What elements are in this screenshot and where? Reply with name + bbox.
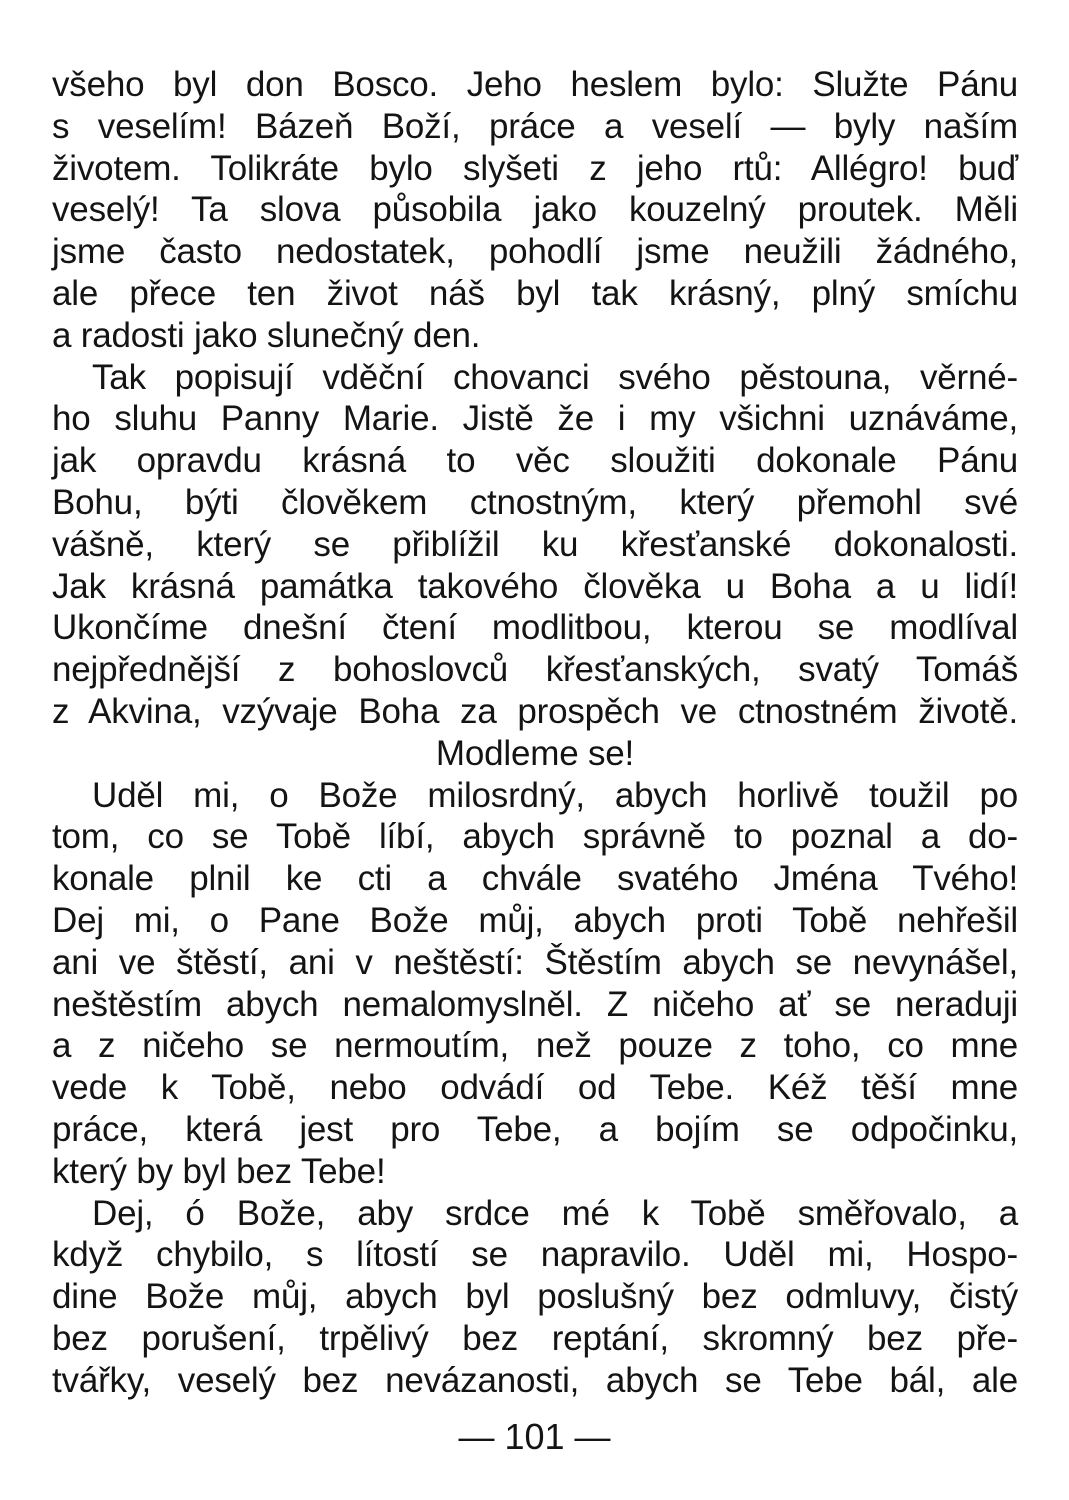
text-line: Ukončíme dnešní čtení modlitbou, kterou se modlíval	[52, 608, 1018, 648]
text-line: všeho byl don Bosco. Jeho heslem bylo: Služte Pánu	[52, 65, 1018, 104]
text-line: Tak popisují vděční chovanci svého pěstouna, věrné-	[92, 357, 1018, 397]
text-line: životem. Tolikráte bylo slyšeti z jeho rtů: Allégro! buď	[52, 148, 1018, 188]
page-number: — 101 —	[458, 1416, 611, 1457]
text-line: jak opravdu krásná to věc sloužiti dokonale Pánu	[52, 441, 1018, 481]
text-line: Dej mi, o Pane Bože můj, abych proti Tobě nehřešil	[52, 900, 1018, 940]
text-line: když chybilo, s lítostí se napravilo. Uděl mi, Hospo-	[52, 1235, 1018, 1275]
text-line: a z ničeho se nermoutím, než pouze z toho, co mne	[52, 1026, 1018, 1066]
text-line: bez porušení, trpělivý bez reptání, skromný bez pře-	[52, 1318, 1018, 1358]
text-line: který by byl bez Tebe!	[52, 1151, 386, 1191]
text-line: konale plnil ke cti a chvále svatého Jména Tvého!	[52, 859, 1018, 899]
text-line: Dej, ó Bože, aby srdce mé k Tobě směřovalo, a	[92, 1193, 1018, 1233]
text-line: Jak krásná památka takového člověka u Boha a u lidí!	[52, 566, 1018, 606]
text-line: nejpřednější z bohoslovců křesťanských, svatý Tomáš	[52, 650, 1018, 690]
text-line: dine Bože můj, abych byl poslušný bez odmluvy, čistý	[52, 1277, 1018, 1317]
text-line: ho sluhu Panny Marie. Jistě že i my všichni uznáváme,	[52, 399, 1018, 439]
text-line: vede k Tobě, nebo odvádí od Tebe. Kéž těší mne	[52, 1068, 1018, 1108]
text-line: tom, co se Tobě líbí, abych správně to poznal a do-	[52, 817, 1018, 857]
text-line: ale přece ten život náš byl tak krásný, plný smíchu	[52, 273, 1018, 313]
text-line: práce, která jest pro Tebe, a bojím se odpočinku,	[52, 1109, 1018, 1149]
section-heading: Modleme se!	[435, 733, 635, 773]
text-line: Bohu, býti člověkem ctnostným, který přemohl své	[52, 482, 1018, 522]
text-line: jsme často nedostatek, pohodlí jsme neužili žádného,	[52, 232, 1018, 272]
text-line: z Akvina, vzývaje Boha za prospěch ve ctnostném životě.	[52, 691, 1018, 731]
text-line: a radosti jako slunečný den.	[52, 315, 481, 355]
text-line: vášně, který se přiblížil ku křesťanské dokonalosti.	[52, 524, 1018, 564]
text-line: veselý! Ta slova působila jako kouzelný proutek. Měli	[52, 190, 1018, 230]
text-line: s veselím! Bázeň Boží, práce a veselí — byly naším	[52, 106, 1018, 146]
text-line: neštěstím abych nemalomyslněl. Z ničeho ať se neraduji	[52, 984, 1018, 1024]
page-body	[52, 64, 1018, 1402]
text-line: ani ve štěstí, ani v neštěstí: Štěstím abych se nevynášel,	[52, 942, 1018, 982]
text-line: tvářky, veselý bez nevázanosti, abych se Tebe bál, ale	[52, 1360, 1018, 1400]
text-line: Uděl mi, o Bože milosrdný, abych horlivě toužil po	[92, 775, 1018, 815]
